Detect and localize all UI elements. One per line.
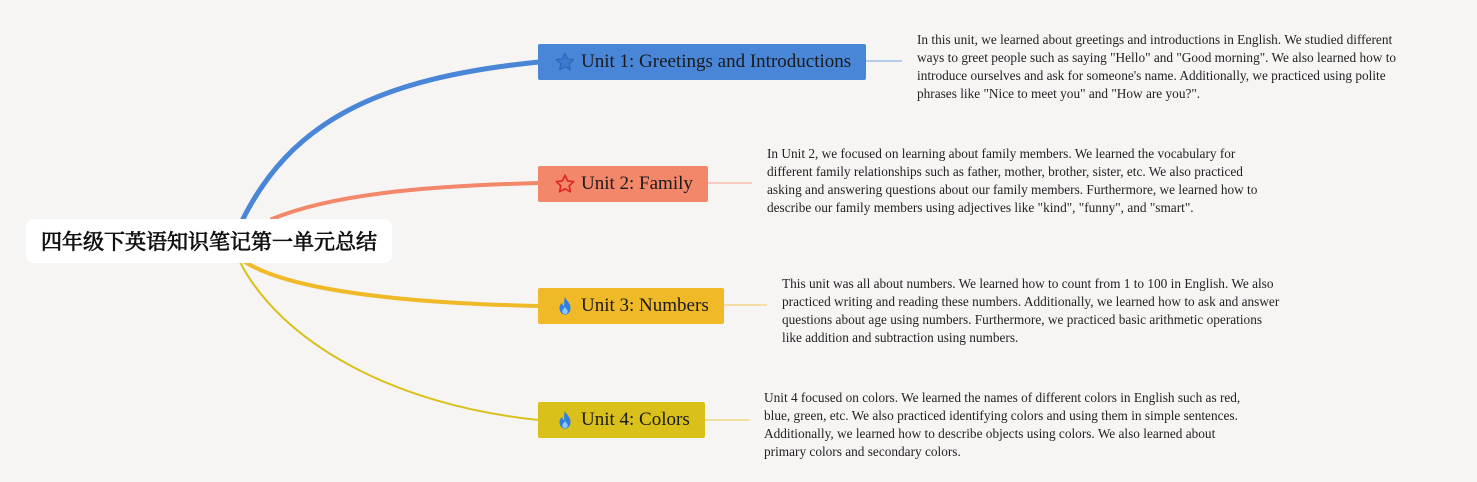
unit-4-description: Unit 4 focused on colors. We learned the names of different colors in English such as red, blue, green, etc. We also practiced identifying colors and using them in simple sentences. Additionally, we learned how to describe objects using colors. We also learned about primary colors and secondary colors. [764,390,1241,459]
branch-line-unit-4 [240,262,539,420]
unit-3-description: This unit was all about numbers. We learned how to count from 1 to 100 in English. We also practiced writing and reading these numbers. Additionally, we learned how to ask and answer questions about age using numbers. Furthermore, we practiced basic arithmetic operations like addition and subtraction using numbers. [782,276,1280,345]
unit-4-topic[interactable] [538,402,705,438]
branch-line-unit-3 [245,262,539,306]
root-topic[interactable]: 四年级下英语知识笔记第一单元总结 [26,219,392,263]
unit-1-description: In this unit, we learned about greetings and introductions in English. We studied different ways to greet people such as saying "Hello" and "Good morning". We also learned how to introduce ourselves and ask for someone's name. Additionally, we practiced using polite phrases like "Nice to meet you" and "How are you?". [917,32,1397,101]
unit-2-topic[interactable] [538,166,708,202]
branch-line-unit-2 [272,183,539,219]
unit-3-topic[interactable] [538,288,724,324]
unit-3-label: Unit 3: Numbers [581,295,709,316]
unit-1-label: Unit 1: Greetings and Introductions [581,51,852,72]
fire-icon [554,409,576,431]
branch-line-unit-1 [240,62,539,225]
unit-4-label: Unit 4: Colors [581,409,690,430]
unit-1-topic[interactable] [538,44,866,80]
star-icon [554,51,576,73]
unit-2-label: Unit 2: Family [581,173,693,194]
star-outline-icon [554,173,576,195]
fire-icon [554,295,576,317]
unit-2-description: In Unit 2, we focused on learning about family members. We learned the vocabulary for different family relationships such as father, mother, brother, sister, etc. We also practiced asking and answering questions about our family members. Furthermore, we learned how to describe our family members using adjectives like "kind", "funny", and "smart". [767,146,1258,215]
